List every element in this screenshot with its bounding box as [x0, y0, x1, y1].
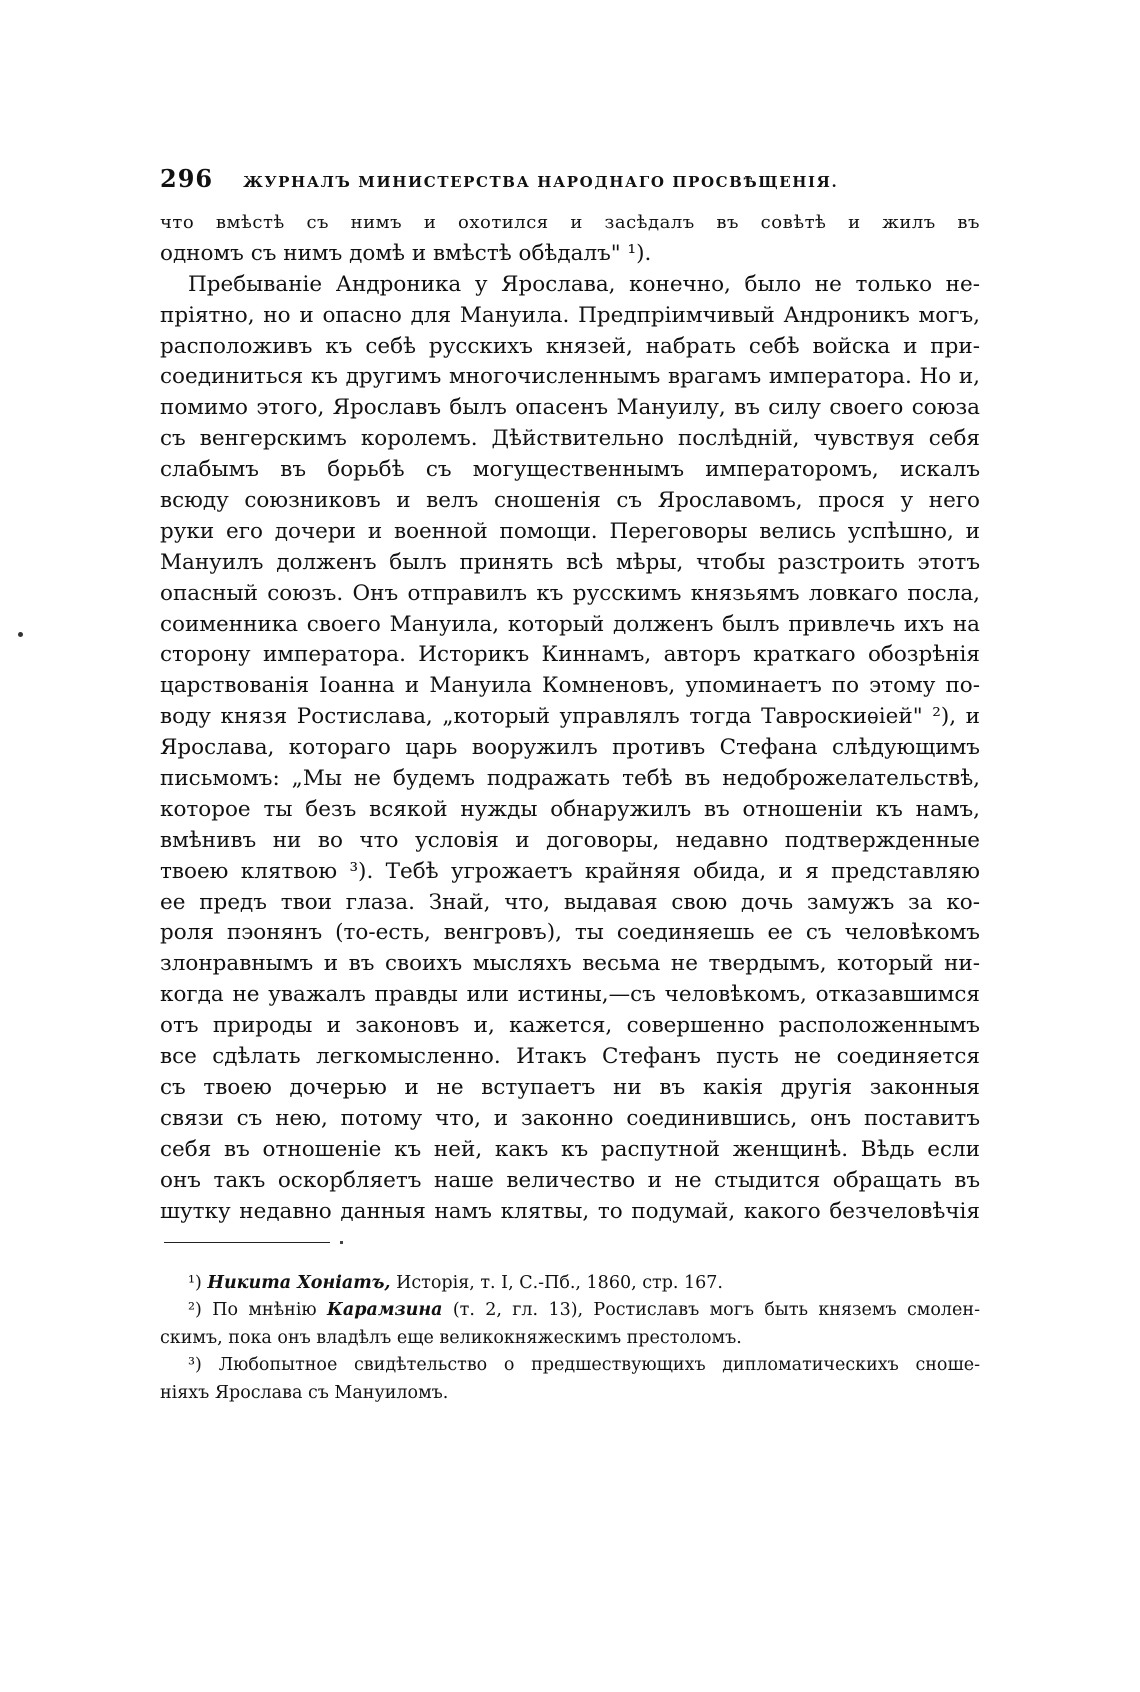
text-line: Пребываніе Андроника у Ярослава, конечно, было не только не-: [188, 271, 980, 297]
text-line: сторону императора. Историкъ Киннамъ, авторъ краткаго обозрѣнія: [160, 642, 980, 668]
text-line: расположивъ къ себѣ русскихъ князей, набрать себѣ войска и при-: [160, 333, 980, 359]
text-line: роля пэонянъ (то-есть, венгровъ), ты соединяешь ее съ человѣкомъ: [160, 920, 980, 946]
text-line: всюду союзниковъ и велъ сношенія съ Ярославомъ, прося у него: [160, 488, 980, 514]
footnotes: [160, 1270, 980, 1407]
page-number: 296: [160, 164, 214, 193]
text-line: пріятно, но и опасно для Мануила. Предпріимчивый Андроникъ могъ,: [160, 302, 980, 328]
footnote-text: (т. 2, гл. 13), Ростиславъ могъ быть княземъ смолен-: [452, 1300, 980, 1321]
text-line: твоею клятвою ³). Тебѣ угрожаетъ крайняя обида, и я представляю: [160, 858, 980, 884]
footnote-author: Карамзина: [327, 1300, 443, 1321]
text-line: съ венгерскимъ королемъ. Дѣйствительно послѣдній, чувствуя себя: [160, 426, 980, 452]
text-line: Ярослава, котораго царь вооружилъ противъ Стефана слѣдующимъ: [160, 735, 980, 761]
margin-speck: [18, 632, 23, 637]
text-line: царствованія Іоанна и Мануила Комненовъ, упоминаетъ по этому по-: [160, 673, 980, 699]
separator-speck: [340, 1241, 343, 1244]
footnote-separator-rule: [164, 1242, 330, 1243]
running-head: ЖУРНАЛЪ МИНИСТЕРСТВА НАРОДНАГО ПРОСВѢЩЕНІЯ.: [243, 173, 839, 191]
text-line: руки его дочери и военной помощи. Переговоры велись успѣшно, и: [160, 518, 980, 544]
text-line: вмѣнивъ ни во что условія и договоры, недавно подтвержденные: [160, 827, 980, 853]
text-line: помимо этого, Ярославъ былъ опасенъ Мануилу, въ силу своего союза: [160, 395, 980, 421]
footnote-author: Никита Хоніатъ,: [207, 1273, 391, 1293]
footnote-marker: ³): [188, 1355, 202, 1376]
text-line: шутку недавно данныя намъ клятвы, то подумай, какого безчеловѣчія: [160, 1198, 980, 1224]
text-line: соединиться къ другимъ многочисленнымъ врагамъ императора. Но и,: [160, 364, 980, 390]
text-line: отъ природы и законовъ и, кажется, совершенно расположеннымъ: [160, 1013, 980, 1039]
text-line: ее предъ твои глаза. Знай, что, выдавая свою дочь замужъ за ко-: [160, 889, 980, 915]
text-line: Мануилъ долженъ былъ принять всѣ мѣры, чтобы разстроить этотъ: [160, 549, 980, 575]
text-line: слабымъ въ борьбѣ съ могущественнымъ императоромъ, искалъ: [160, 457, 980, 483]
text-line: злонравнымъ и въ своихъ мысляхъ весьма не твердымъ, который ни-: [160, 951, 980, 977]
text-line: одномъ съ нимъ домѣ и вмѣстѣ обѣдалъ" ¹).: [160, 240, 652, 266]
footnote-2-line-2: скимъ, пока онъ владѣлъ еще великокняжескимъ престоломъ.: [160, 1327, 742, 1348]
text-line: когда не уважалъ правды или истины,—съ человѣкомъ, отказавшимся: [160, 982, 980, 1008]
main-text: [160, 208, 980, 1227]
text-line: соименника своего Мануила, который долженъ былъ привлечь ихъ на: [160, 611, 980, 637]
footnote-1: [160, 1270, 980, 1297]
text-line: онъ такъ оскорбляетъ наше величество и не стыдится обращать въ: [160, 1167, 980, 1193]
text-line: письмомъ: „Мы не будемъ подражать тебѣ въ недоброжелательствѣ,: [160, 766, 980, 792]
footnote-3-line-2: ніяхъ Ярослава съ Мануиломъ.: [160, 1382, 449, 1403]
text-line: что вмѣстѣ съ нимъ и охотился и засѣдалъ въ совѣтѣ и жилъ въ: [160, 212, 980, 233]
page-header: [160, 164, 980, 198]
text-line: воду князя Ростислава, „который управлялъ тогда Тавроскиѳіей" ²), и: [160, 704, 980, 730]
footnote-text: Исторія, т. I, С.-Пб., 1860, стр. 167.: [396, 1273, 723, 1293]
text-line: все сдѣлать легкомысленно. Итакъ Стефанъ пусть не соединяется: [160, 1044, 980, 1070]
text-line: съ твоею дочерью и не вступаетъ ни въ какія другія законныя: [160, 1074, 980, 1100]
footnote-text: По мнѣнію: [212, 1300, 317, 1321]
text-line: которое ты безъ всякой нужды обнаружилъ въ отношеніи къ намъ,: [160, 796, 980, 822]
footnote-2-line-1: [160, 1297, 980, 1324]
footnote-marker: ²): [188, 1300, 202, 1321]
text-line: опасный союзъ. Онъ отправилъ къ русскимъ князьямъ ловкаго посла,: [160, 580, 980, 606]
footnote-3-line-1: [160, 1352, 980, 1379]
footnote-text: Любопытное свидѣтельство о предшествующихъ дипломатическихъ снoше-: [218, 1355, 980, 1376]
text-line: себя въ отношеніе къ ней, какъ къ распутной женщинѣ. Вѣдь если: [160, 1136, 980, 1162]
footnote-marker: ¹): [188, 1273, 202, 1293]
text-line: связи съ нею, потому что, и законно соединившись, онъ поставитъ: [160, 1105, 980, 1131]
